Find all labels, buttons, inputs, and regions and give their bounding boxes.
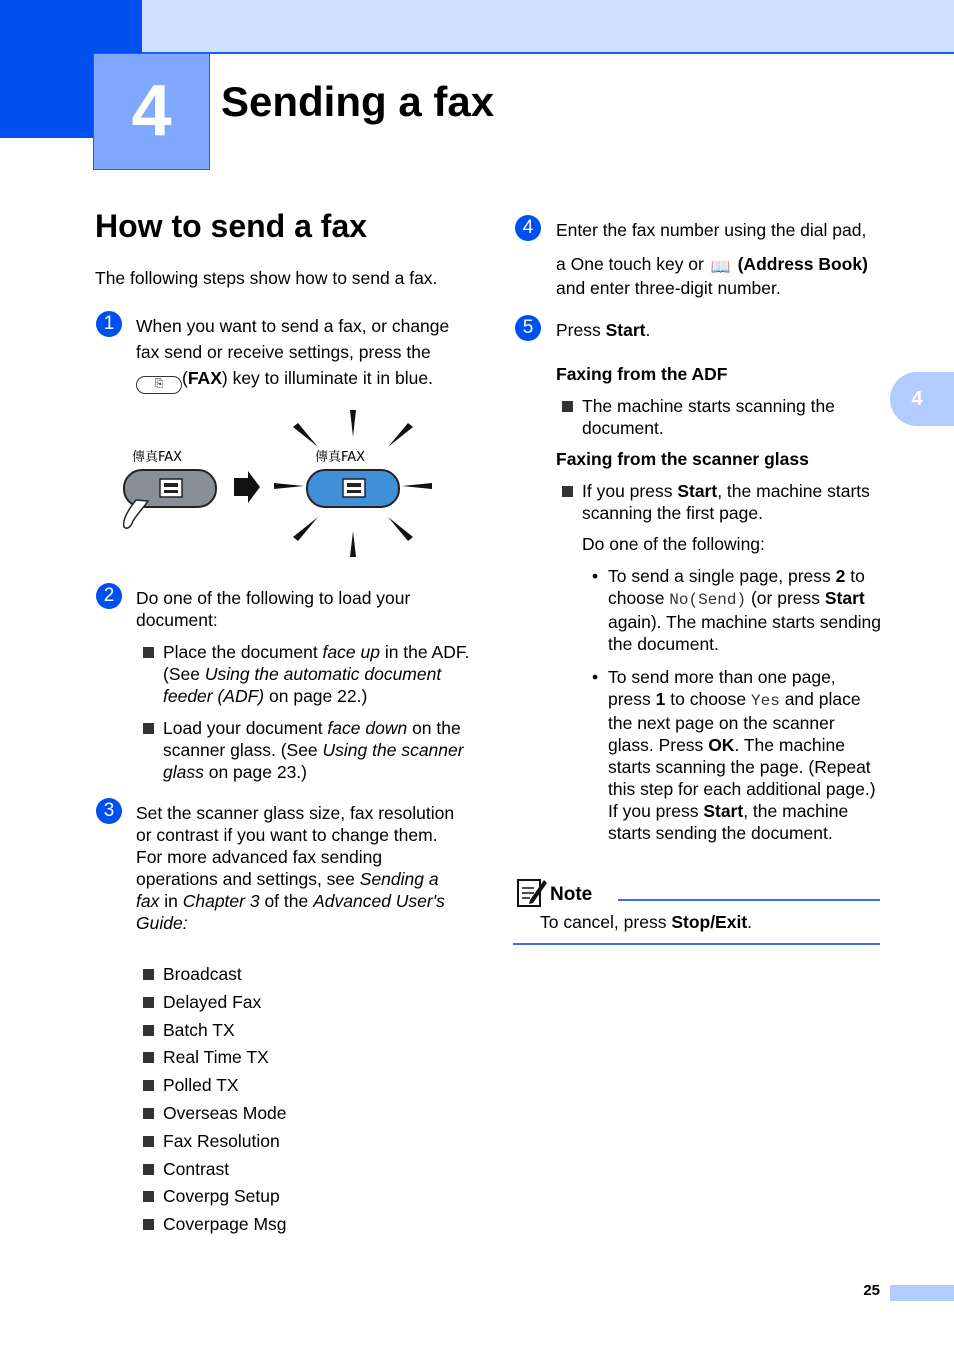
load-options-list [143,641,473,783]
note-bottom-rule [513,943,880,945]
intro-text: The following steps show how to send a fax. [95,268,438,288]
list-item: Fax Resolution [143,1130,443,1152]
adf-heading: Faxing from the ADF [556,364,728,384]
glass-list [562,480,882,524]
fax-key-icon: ⎘ [136,376,182,394]
list-item: Overseas Mode [143,1102,443,1124]
glass-sub-list [592,565,882,844]
list-item: Load your document face down on the scanner glass. (See Using the scanner glass on page 23.) [143,717,473,783]
list-item: Broadcast [143,963,443,985]
header-rule [142,52,954,54]
list-item: • To send a single page, press 2 to choose No(Send) (or press Start again). The machine starts sending the document. [592,566,882,654]
list-item: Place the document face up in the ADF. (See Using the automatic document feeder (ADF) on page 22.) [143,641,473,707]
list-item: Polled TX [143,1074,443,1096]
note-text: To cancel, press Stop/Exit. [540,912,753,932]
list-item: Coverpage Msg [143,1213,443,1235]
fax-label-left: 傳真FAX [132,450,183,465]
list-item: Contrast [143,1158,443,1180]
fax-key-illustration [118,405,438,560]
step-1-line: fax send or receive settings, press the [136,342,431,362]
page-number: 25 [863,1282,880,1299]
step-4-line: and enter three-digit number. [556,278,781,298]
list-item: The machine starts scanning the document. [562,395,862,439]
arrow-right-icon [234,471,260,503]
address-book-icon: 📖 [710,259,731,276]
finger-icon [124,500,148,528]
step-3-text [136,802,456,934]
list-item: Coverpg Setup [143,1185,443,1207]
list-item: Delayed Fax [143,991,443,1013]
footer-bar [890,1285,954,1301]
step-badge: 5 [515,315,541,341]
step-badge: 4 [515,215,541,241]
fax-key-label: FAX [187,368,222,388]
fax-label-right: 傳真FAX [315,450,366,465]
step-badge: 2 [96,583,122,609]
step-2-text: Do one of the following to load your document: [136,588,411,630]
step-4-line: Enter the fax number using the dial pad, [556,220,867,240]
do-one-text: Do one of the following: [582,534,765,554]
adf-list [562,395,862,439]
chapter-title: Sending a fax [221,78,495,125]
chapter-number: 4 [131,71,172,151]
note-icon [516,876,548,908]
step-1-line: When you want to send a fax, or change [136,316,450,336]
note-rule [618,899,880,901]
list-item: Real Time TX [143,1046,443,1068]
glass-heading: Faxing from the scanner glass [556,449,809,469]
note-title: Note [550,884,593,905]
list-item: Batch TX [143,1019,443,1041]
step-badge: 1 [96,311,122,337]
side-chapter-tab-label: 4 [911,388,923,410]
step-3-paragraph: Set the scanner glass size, fax resolution or contrast if you want to change them. [136,803,455,845]
paren: ( [182,368,188,388]
step-badge: 3 [96,798,122,824]
list-item: • To send more than one page, press 1 to choose Yes and place the next page on the scanner glass. Press OK. The machine starts scanning the page. (Repeat this step for each additional page.) If you press Start, the machine starts sending the document. [592,667,876,843]
step-4-text: Enter the fax number using the dial pad, a One touch key or 📖 (Address Book) and enter three-digit number. [556,219,886,299]
step-1-text [136,315,476,394]
fax-machine-icon [160,479,182,497]
fax-machine-icon [343,479,365,497]
header-band [142,0,954,52]
advanced-options-list [143,963,443,1235]
list-item: If you press Start, the machine starts scanning the first page. [562,480,882,524]
step-3-paragraph: For more advanced fax sending operations and settings, see Sending a fax in Chapter 3 of the Advanced User's Guide: [136,847,445,933]
step-1-line: ) key to illuminate it in blue. [221,368,433,388]
section-title: How to send a fax [95,208,368,244]
step-5-text: Press Start. [556,320,651,340]
